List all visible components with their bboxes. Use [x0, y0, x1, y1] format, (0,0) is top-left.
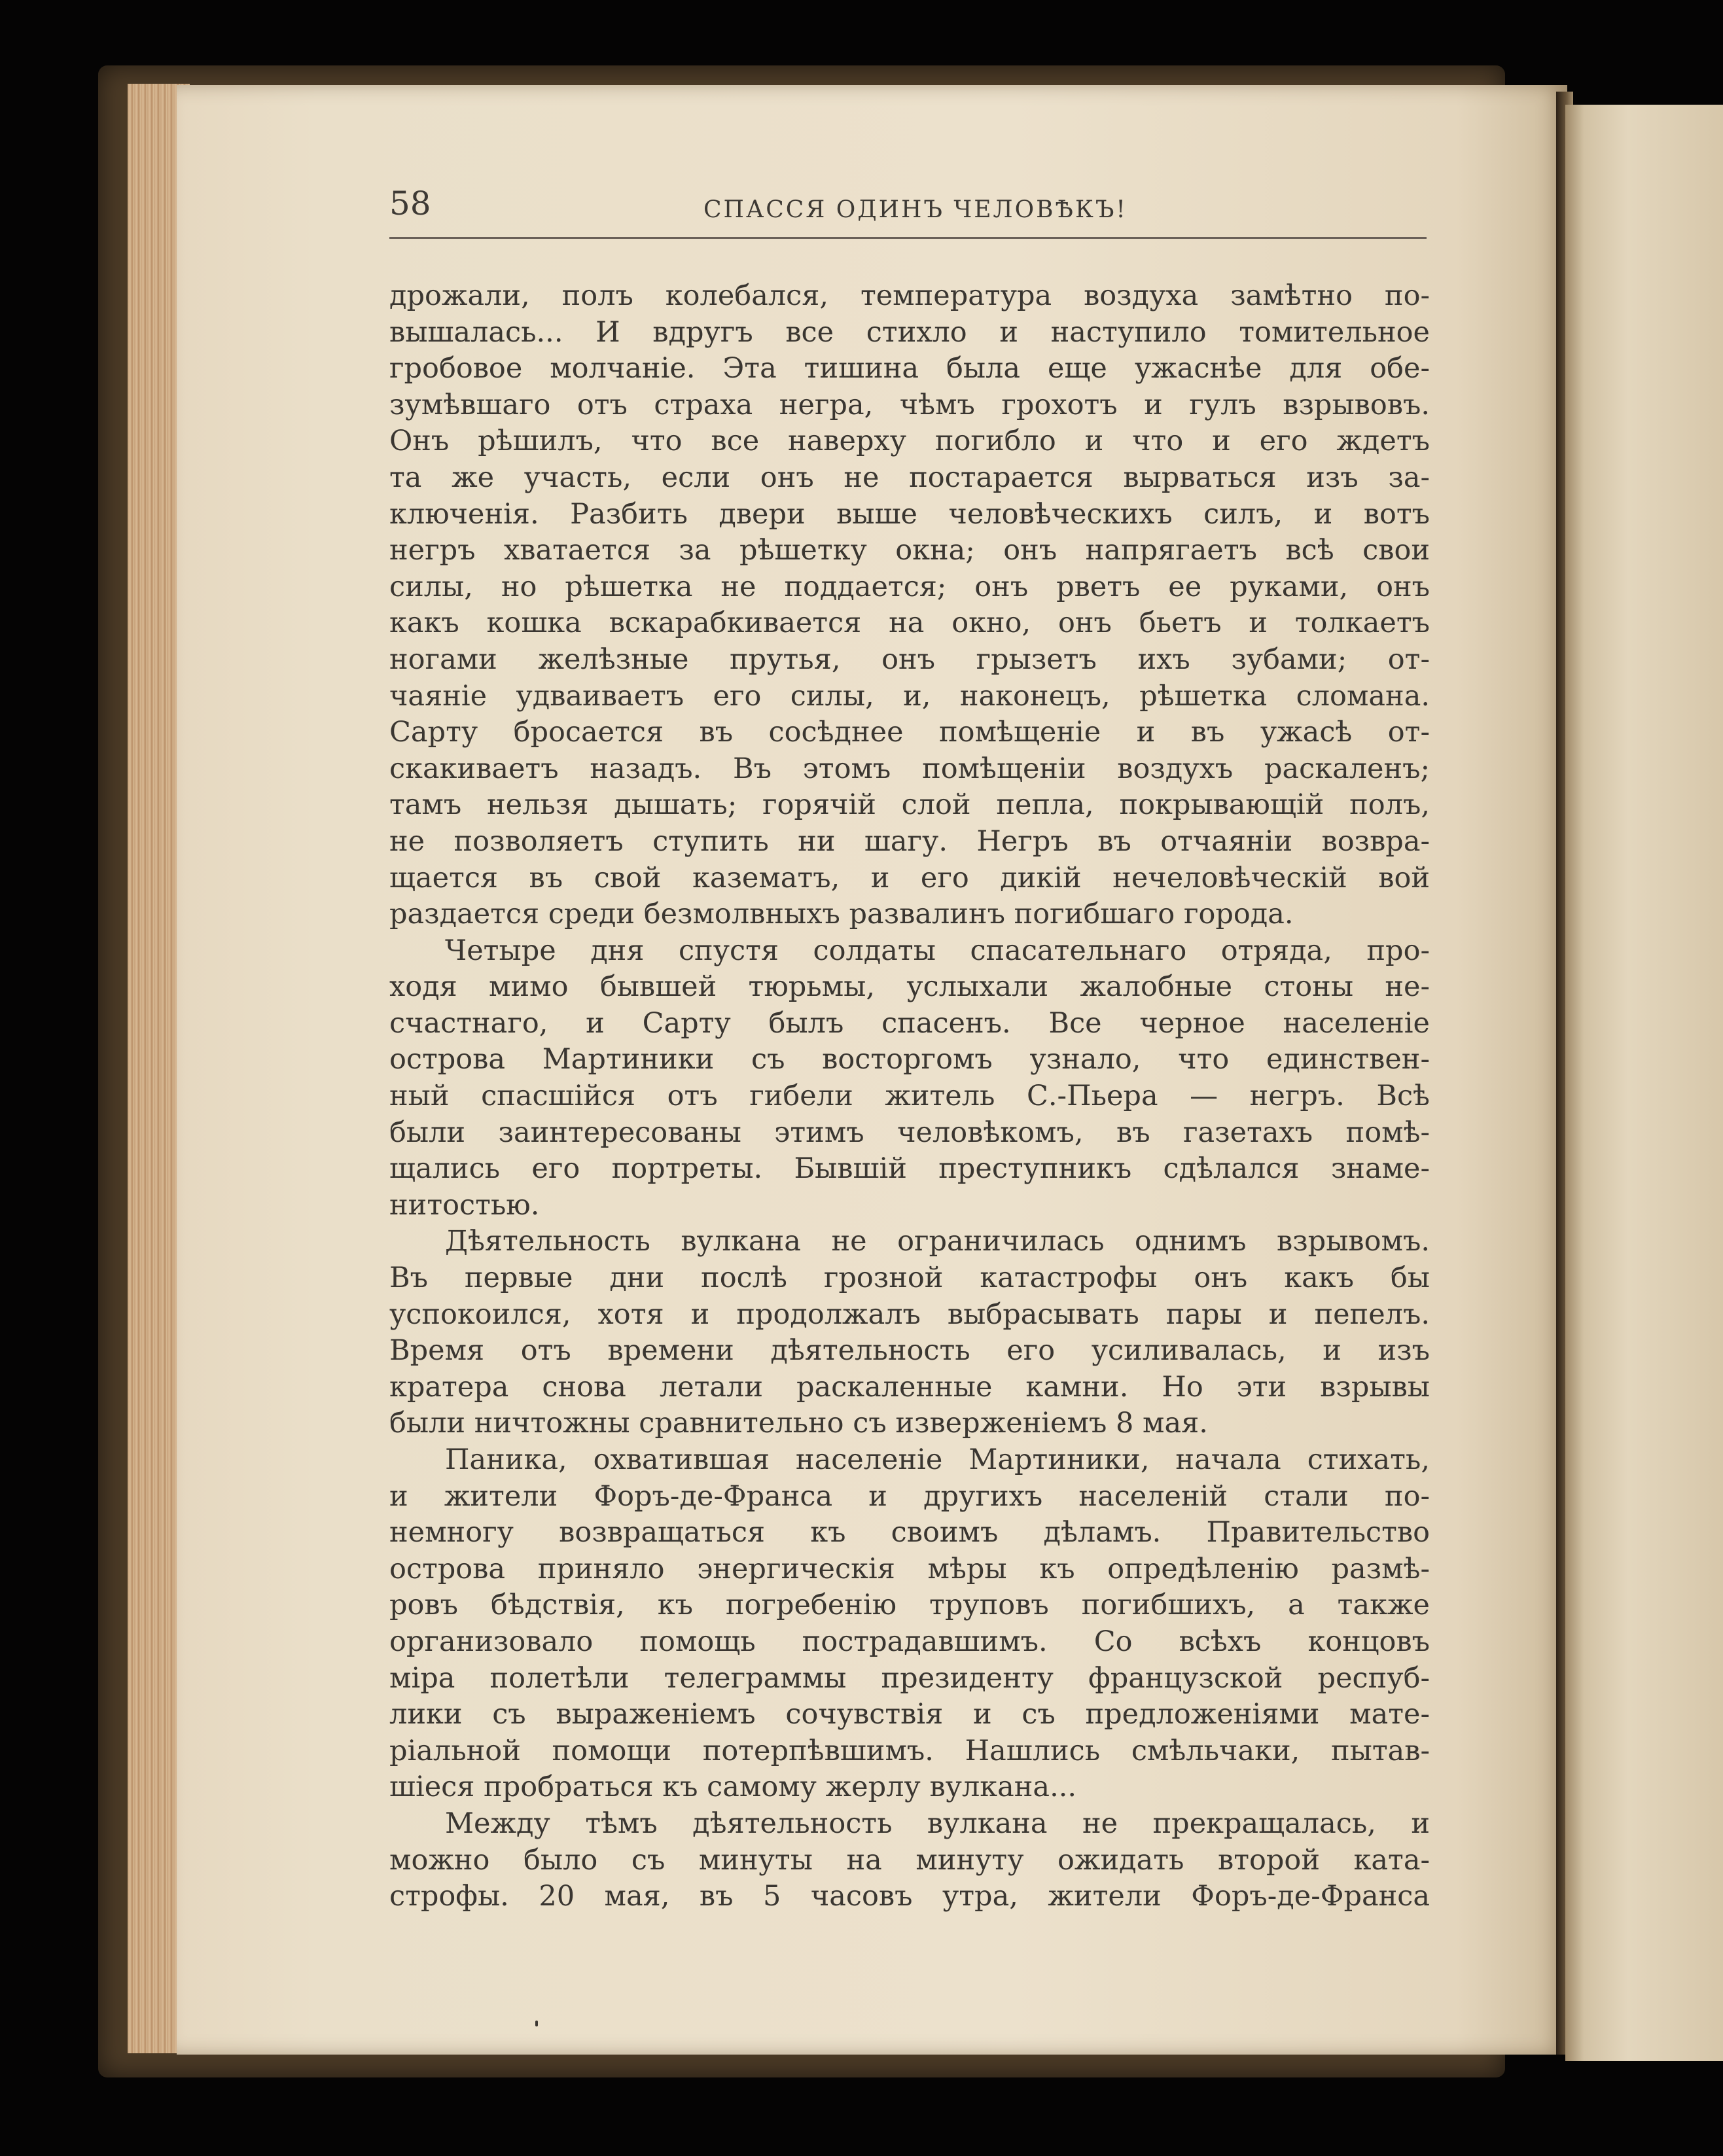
running-head: СПАССЯ ОДИНЪ ЧЕЛОВѢКЪ!: [703, 196, 1128, 223]
text-line: ногами желѣзные прутья, онъ грызетъ ихъ зубами; от-: [389, 643, 1430, 676]
text-line: Время отъ времени дѣятельность его усиливалась, и изъ: [389, 1334, 1430, 1368]
text-line: раздается среди безмолвныхъ развалинъ погибшаго города.: [389, 898, 1294, 931]
text-line: Четыре дня спустя солдаты спасательнаго отряда, про-: [445, 934, 1430, 967]
text-line: счастнаго, и Сарту былъ спасенъ. Все черное населеніе: [389, 1006, 1430, 1040]
text-line: не позволяетъ ступить ни шагу. Негръ въ отчаяніи возвра-: [389, 824, 1430, 858]
page-header: [389, 185, 1427, 239]
text-line: Онъ рѣшилъ, что все наверху погибло и что и его ждетъ: [389, 425, 1430, 458]
text-line: та же участь, если онъ не постарается вырваться изъ за-: [389, 461, 1430, 494]
text-line: организовало помощь пострадавшимъ. Со всѣхъ концовъ: [389, 1625, 1430, 1658]
text-line: можно было съ минуты на минуту ожидать второй ката-: [389, 1843, 1430, 1877]
page-number: 58: [389, 185, 431, 222]
text-line: немногу возвращаться къ своимъ дѣламъ. Правительство: [389, 1516, 1430, 1549]
facing-page: [1565, 105, 1723, 2061]
text-line: ровъ бѣдствія, къ погребенію труповъ погибшихъ, а также: [389, 1589, 1430, 1622]
text-line: Сарту бросается въ сосѣднее помѣщеніе и въ ужасѣ от-: [389, 716, 1430, 749]
text-line: ріальной помощи потерпѣвшимъ. Нашлись смѣльчаки, пытав-: [389, 1734, 1430, 1767]
body-text: [389, 278, 1430, 1915]
text-line: Паника, охватившая населеніе Мартиники, начала стихать,: [445, 1443, 1430, 1476]
text-line: и жители Форъ-де-Франса и другихъ населеній стали по-: [389, 1479, 1430, 1513]
text-line: строфы. 20 мая, въ 5 часовъ утра, жители Форъ-де-Франса: [389, 1880, 1430, 1913]
ink-speck: [535, 2021, 538, 2026]
text-line: шіеся пробраться къ самому жерлу вулкана...: [389, 1771, 1077, 1804]
text-line: вышалась... И вдругъ все стихло и наступило томительное: [389, 315, 1430, 349]
text-line: тамъ нельзя дышать; горячій слой пепла, покрывающій полъ,: [389, 788, 1430, 822]
text-line: кратера снова летали раскаленные камни. Но эти взрывы: [389, 1370, 1430, 1404]
text-line: Въ первые дни послѣ грозной катастрофы онъ какъ бы: [389, 1262, 1430, 1295]
text-line: міра полетѣли телеграммы президенту французской респуб-: [389, 1661, 1430, 1695]
text-line: острова приняло энергическія мѣры къ опредѣленію размѣ-: [389, 1552, 1430, 1585]
text-line: были ничтожны сравнительно съ изверженіемъ 8 мая.: [389, 1407, 1208, 1440]
text-line: какъ кошка вскарабкивается на окно, онъ бьетъ и толкаетъ: [389, 607, 1430, 640]
text-line: успокоился, хотя и продолжалъ выбрасывать пары и пепелъ.: [389, 1298, 1430, 1331]
text-line: щается въ свой казематъ, и его дикій нечеловѣческій вой: [389, 861, 1430, 894]
text-line: силы, но рѣшетка не поддается; онъ рветъ ее руками, онъ: [389, 570, 1430, 603]
text-line: ключенія. Разбить двери выше человѣческихъ силъ, и вотъ: [389, 497, 1430, 531]
text-line: щались его портреты. Бывшій преступникъ сдѣлался знаме-: [389, 1152, 1430, 1186]
text-line: гробовое молчаніе. Эта тишина была еще ужаснѣе для обе-: [389, 352, 1430, 385]
text-line: лики съ выраженіемъ сочувствія и съ предложеніями мате-: [389, 1698, 1430, 1731]
text-line: ный спасшійся отъ гибели житель С.-Пьера — негръ. Всѣ: [389, 1080, 1430, 1113]
text-line: ходя мимо бывшей тюрьмы, услыхали жалобные стоны не-: [389, 970, 1430, 1004]
text-line: скакиваетъ назадъ. Въ этомъ помѣщеніи воздухъ раскаленъ;: [389, 752, 1430, 785]
text-line: острова Мартиники съ восторгомъ узнало, что единствен-: [389, 1043, 1430, 1076]
text-line: зумѣвшаго отъ страха негра, чѣмъ грохотъ и гулъ взрывовъ.: [389, 388, 1430, 421]
text-line: были заинтересованы этимъ человѣкомъ, въ газетахъ помѣ-: [389, 1116, 1430, 1149]
text-line: дрожали, полъ колебался, температура воздуха замѣтно по-: [389, 279, 1430, 312]
text-line: чаяніе удваиваетъ его силы, и, наконецъ, рѣшетка сломана.: [389, 679, 1430, 713]
text-line: негръ хватается за рѣшетку окна; онъ напрягаетъ всѣ свои: [389, 534, 1430, 567]
text-line: Дѣятельность вулкана не ограничилась однимъ взрывомъ.: [445, 1225, 1430, 1258]
text-line: Между тѣмъ дѣятельность вулкана не прекращалась, и: [445, 1807, 1430, 1840]
text-line: нитостью.: [389, 1188, 540, 1222]
